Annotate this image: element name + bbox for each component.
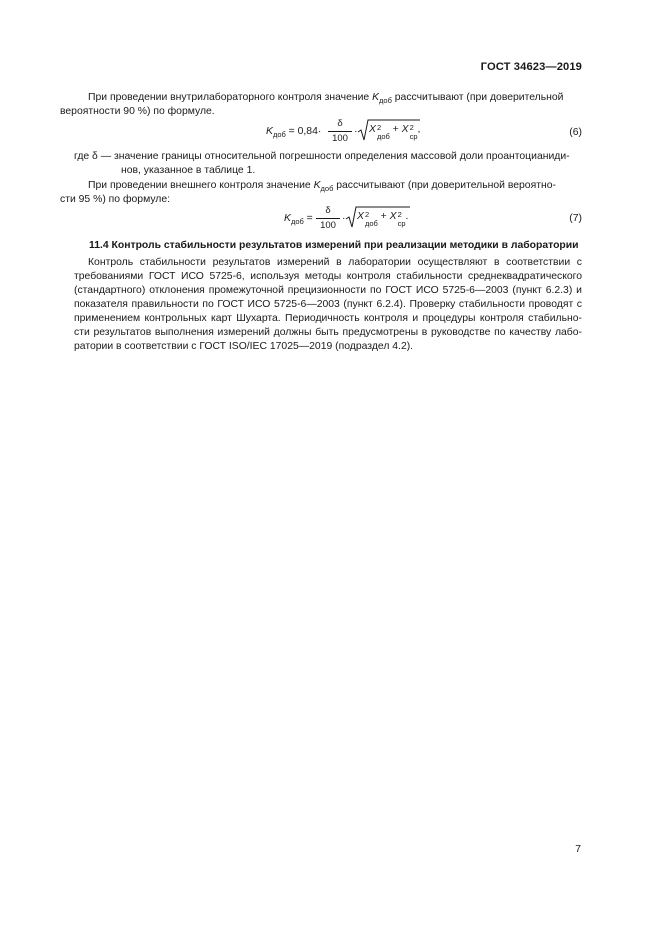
equation-lhs <box>266 126 321 137</box>
section-heading: 11.4 Контроль стабильности результатов измерений при реализации методики в лаборатории <box>89 240 579 251</box>
equation-number: (7) <box>569 213 582 224</box>
paragraph-line: требованиями ГОСТ ИСО 5725-6, используя методы контроля стабильности среднеквадратического <box>74 271 582 282</box>
paragraph-internal-control <box>60 91 582 120</box>
fraction-bar <box>316 218 340 219</box>
eq-dot: · <box>354 126 358 137</box>
eq-lhs-var: K <box>266 126 273 137</box>
eq-lhs-sub: доб <box>290 217 304 226</box>
variable-k: K <box>313 180 321 191</box>
paragraph-text: При проведении внешнего контроля значение <box>88 180 314 191</box>
eq-lhs-sub: доб <box>272 130 286 139</box>
variable-subscript: доб <box>320 184 334 193</box>
equation-lhs <box>284 213 313 224</box>
fraction-denominator: 100 <box>332 133 348 144</box>
fraction-bar <box>328 131 352 132</box>
paragraph-line: показателя правильности по ГОСТ ИСО 5725-6—2003 (пункт 6.2.4). Проверку стабильности проводят с <box>74 299 582 310</box>
definition-line-continued: нов, указанное в таблице 1. <box>121 165 256 176</box>
fraction-numerator: δ <box>337 118 343 129</box>
fraction-denominator: 100 <box>320 220 336 231</box>
sqrt-content <box>369 124 420 140</box>
eq-x1-sub: доб <box>376 132 390 141</box>
eq-var-x2: X <box>389 211 397 222</box>
paragraph-text: При проведении внутрилабораторного контроля значение <box>88 92 373 103</box>
eq-x1-sub: доб <box>364 219 378 228</box>
eq-x2-sub: ср <box>409 132 418 141</box>
eq-lhs-var: K <box>284 213 291 224</box>
fraction-numerator: δ <box>325 205 331 216</box>
page-number: 7 <box>575 844 581 855</box>
eq-x2-sup: 2 <box>409 123 414 132</box>
eq-var-x1: X <box>357 211 364 222</box>
eq-equals: = <box>303 213 313 224</box>
eq-x1-sup: 2 <box>376 123 382 132</box>
paragraph-external-control <box>60 179 582 208</box>
eq-x2-sup: 2 <box>397 210 402 219</box>
eq-x1-sup: 2 <box>364 210 370 219</box>
eq-tail: . <box>405 211 409 222</box>
paragraph-line: (стандартного) отклонения промежуточной прецизионности по ГОСТ ИСО 5725-6—2003 (пункт 6.2.3) и <box>74 285 582 296</box>
fraction <box>328 118 352 144</box>
eq-var-x2: X <box>401 124 409 135</box>
paragraph-line: сти результатов выполнения измерений должны быть предусмотрены в руководстве по качеству лабо- <box>74 327 582 338</box>
eq-coefficient: = 0,84· <box>285 126 322 137</box>
paragraph-text: сти 95 %) по формуле: <box>60 194 171 206</box>
eq-operator: + <box>389 124 402 135</box>
fraction <box>316 205 340 231</box>
variable-k: K <box>372 92 380 103</box>
sqrt-content <box>357 211 408 227</box>
paragraph-line: ратории в соответствии с ГОСТ ISO/IEC 17025—2019 (подраздел 4.2). <box>74 341 414 352</box>
variable-subscript: доб <box>379 96 392 105</box>
eq-x2-sub: ср <box>397 219 406 228</box>
equation-number: (6) <box>569 127 582 138</box>
paragraph-text: рассчитывают (при доверительной <box>391 92 564 103</box>
eq-operator: + <box>377 211 390 222</box>
paragraph-text: вероятности 90 %) по формуле. <box>60 106 215 118</box>
definition-line: где δ — значение границы относительной погрешности определения массовой доли проантоцианиди- <box>74 151 570 162</box>
paragraph-text: рассчитывают (при доверительной вероятно- <box>333 180 556 191</box>
paragraph-line: Контроль стабильности результатов измерений в лаборатории осуществляют в соответствии с <box>88 257 582 268</box>
document-header: ГОСТ 34623—2019 <box>480 61 582 73</box>
eq-tail: , <box>417 124 421 135</box>
eq-var-x1: X <box>369 124 376 135</box>
paragraph-line: применением контрольных карт Шухарта. Периодичность контроля и процедуры контроля стабильно- <box>74 313 582 324</box>
eq-dot: · <box>342 213 346 224</box>
